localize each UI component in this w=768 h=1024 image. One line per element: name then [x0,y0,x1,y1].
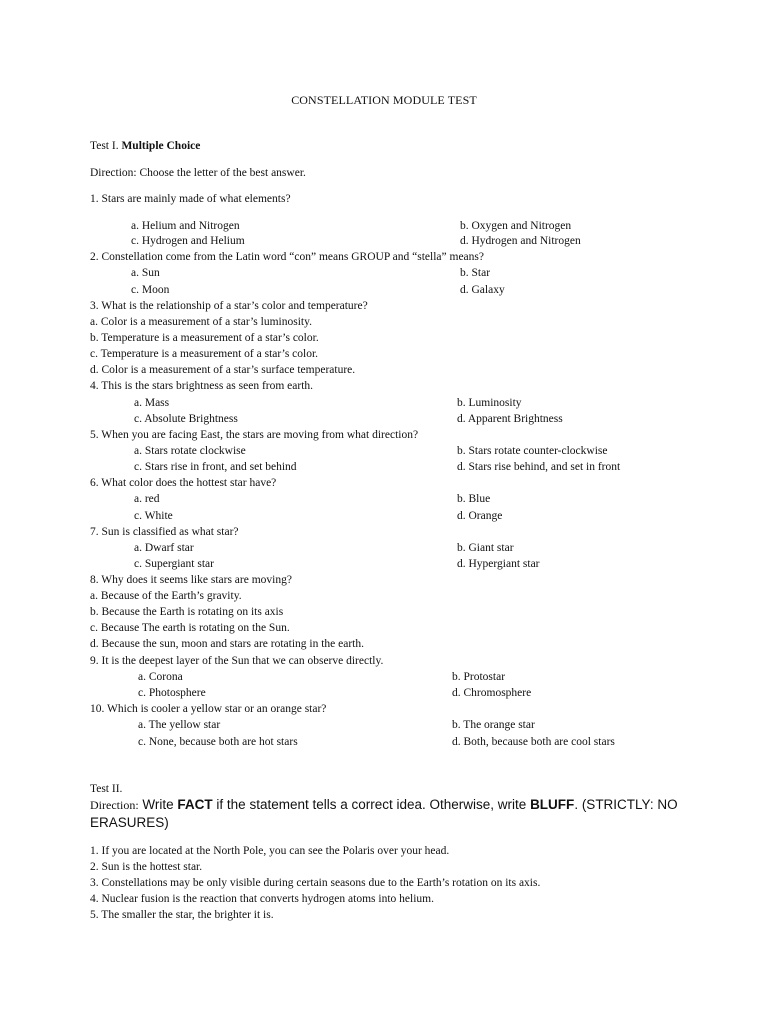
q2-option-c: c. Moon [131,284,170,296]
question-2: 2. Constellation come from the Latin word “con” means GROUP and “stella” means? [90,251,484,263]
q4-option-d: d. Apparent Brightness [457,413,563,425]
q9-option-a: a. Corona [138,671,183,683]
q7-option-d: d. Hypergiant star [457,558,540,570]
q2-option-a: a. Sun [131,267,160,279]
question-4: 4. This is the stars brightness as seen from earth. [90,380,314,392]
test2-item-2: 2. Sun is the hottest star. [90,861,203,873]
q8-option-a: a. Because of the Earth’s gravity. [90,590,242,602]
test2-direction-part2: if the statement tells a correct idea. Otherwise, write [212,797,531,812]
q9-option-b: b. Protostar [452,671,506,683]
test2-direction-part3: . (STRICTLY: NO ERASURES) [90,797,678,830]
q6-option-a: a. red [134,493,160,505]
q3-option-b: b. Temperature is a measurement of a star’s color. [90,332,319,344]
question-3: 3. What is the relationship of a star’s color and temperature? [90,300,368,312]
page-title: CONSTELLATION MODULE TEST [291,93,477,107]
test2-item-5: 5. The smaller the star, the brighter it is. [90,909,274,921]
question-7: 7. Sun is classified as what star? [90,526,239,538]
q5-option-d: d. Stars rise behind, and set in front [457,461,621,473]
q10-option-c: c. None, because both are hot stars [138,736,298,748]
test1-heading [90,139,200,153]
q3-option-c: c. Temperature is a measurement of a star’s color. [90,348,319,360]
q1-option-a: a. Helium and Nitrogen [131,220,240,232]
q7-option-a: a. Dwarf star [134,542,194,554]
test1-direction: Direction: Choose the letter of the best answer. [90,167,306,179]
q1-option-c: c. Hydrogen and Helium [131,235,245,247]
q2-option-d: d. Galaxy [460,284,505,296]
fact-keyword: FACT [177,797,213,812]
q4-option-a: a. Mass [134,397,170,409]
test2-direction-part1: Write [138,797,178,812]
bluff-keyword: BLUFF [530,797,575,812]
q10-option-b: b. The orange star [452,719,535,731]
test2-item-3: 3. Constellations may be only visible during certain seasons due to the Earth’s rotation on its axis. [90,877,541,889]
q2-option-b: b. Star [460,267,491,279]
q7-option-c: c. Supergiant star [134,558,214,570]
q4-option-c: c. Absolute Brightness [134,413,238,425]
test2-heading: Test II. [90,783,123,795]
q4-option-b: b. Luminosity [457,397,522,409]
test2-direction [90,796,680,832]
q10-option-a: a. The yellow star [138,719,221,731]
q10-option-d: d. Both, because both are cool stars [452,736,615,748]
question-6: 6. What color does the hottest star have? [90,477,277,489]
q3-option-d: d. Color is a measurement of a star’s surface temperature. [90,364,356,376]
test2-item-1: 1. If you are located at the North Pole, you can see the Polaris over your head. [90,845,450,857]
q7-option-b: b. Giant star [457,542,514,554]
q6-option-b: b. Blue [457,493,491,505]
q8-option-d: d. Because the sun, moon and stars are rotating in the earth. [90,638,365,650]
test2-direction-prefix: Direction: [90,798,139,812]
q5-option-c: c. Stars rise in front, and set behind [134,461,297,473]
test2-item-4: 4. Nuclear fusion is the reaction that converts hydrogen atoms into helium. [90,893,434,905]
test1-name: Multiple Choice [121,140,201,152]
q3-option-a: a. Color is a measurement of a star’s luminosity. [90,316,312,328]
test1-prefix: Test I. [90,140,119,152]
question-1: 1. Stars are mainly made of what elements? [90,193,291,205]
question-8: 8. Why does it seems like stars are moving? [90,574,292,586]
q9-option-d: d. Chromosphere [452,687,532,699]
q8-option-b: b. Because the Earth is rotating on its axis [90,606,284,618]
question-5: 5. When you are facing East, the stars are moving from what direction? [90,429,419,441]
q8-option-c: c. Because The earth is rotating on the Sun. [90,622,290,634]
q1-option-d: d. Hydrogen and Nitrogen [460,235,581,247]
q5-option-b: b. Stars rotate counter-clockwise [457,445,608,457]
q6-option-d: d. Orange [457,510,503,522]
q5-option-a: a. Stars rotate clockwise [134,445,246,457]
q6-option-c: c. White [134,510,173,522]
question-9: 9. It is the deepest layer of the Sun that we can observe directly. [90,655,384,667]
q1-option-b: b. Oxygen and Nitrogen [460,220,572,232]
question-10: 10. Which is cooler a yellow star or an orange star? [90,703,327,715]
q9-option-c: c. Photosphere [138,687,206,699]
